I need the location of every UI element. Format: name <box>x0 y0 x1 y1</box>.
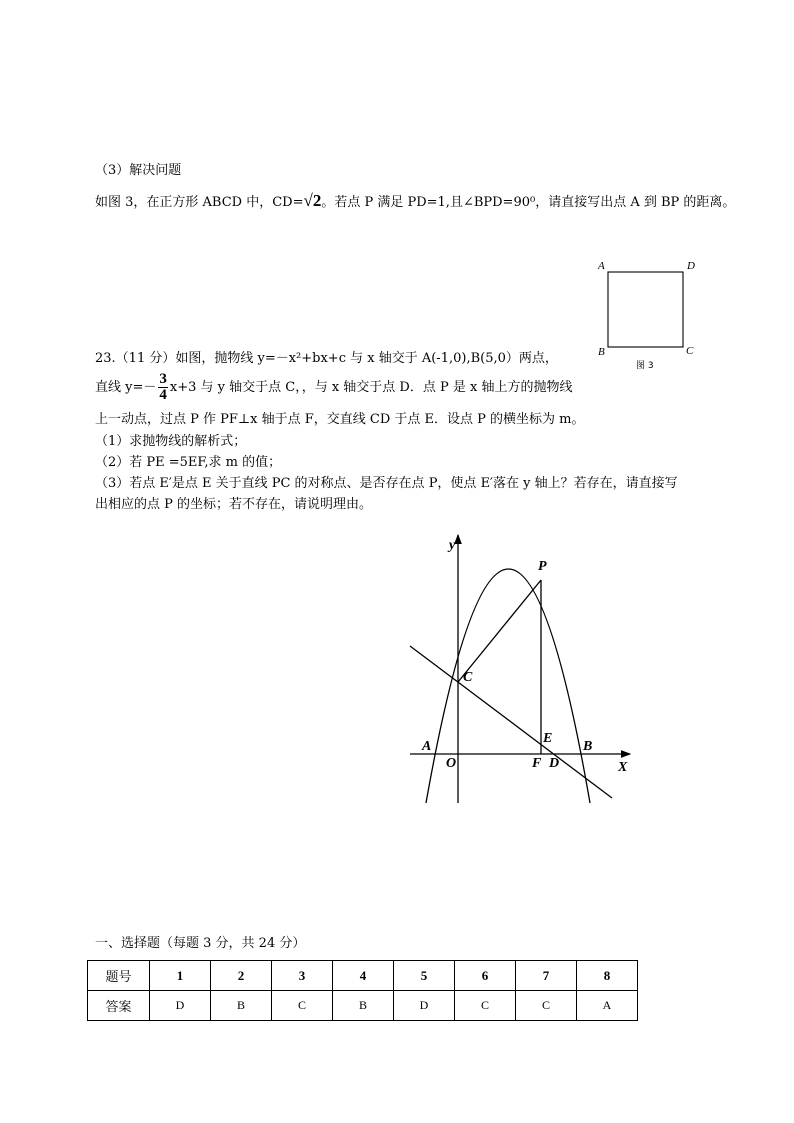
question-number-cell: 5 <box>394 961 455 991</box>
q23-line1: 23.（11 分）如图，抛物线 y=－x²+bx+c 与 x 轴交于 A(-1,0),B(5,0）两点， <box>95 351 558 366</box>
answer-cell: C <box>272 991 333 1021</box>
sqrt-two: √2 <box>303 191 322 210</box>
question-number-cell: 4 <box>333 961 394 991</box>
q23-line3: 上一动点，过点 P 作 PF⊥x 轴于点 F，交直线 CD 于点 E．设点 P 的横坐标为 m。 <box>95 412 585 427</box>
figure-3-square <box>594 258 704 373</box>
graph-label-d: D <box>549 756 560 771</box>
fig3-label-d: D <box>687 260 695 272</box>
row-header-answer: 答案 <box>88 991 150 1021</box>
question-number-cell: 8 <box>577 961 638 991</box>
answer-cell: D <box>394 991 455 1021</box>
graph-label-a: A <box>422 739 432 754</box>
square-abcd <box>608 272 683 347</box>
parabola-graph <box>400 525 640 810</box>
row-header-number: 题号 <box>88 961 150 991</box>
fraction-three-quarters <box>158 372 168 403</box>
part3-text-b: 。若点 P 满足 PD=1,且∠BPD=90⁰，请直接写出点 A 到 BP 的距离。 <box>321 195 736 210</box>
question-number-cell: 7 <box>516 961 577 991</box>
answer-cell: A <box>577 991 638 1021</box>
fig3-label-b: B <box>598 346 605 358</box>
fig3-label-a: A <box>598 260 605 272</box>
line-cd <box>410 646 612 798</box>
q23-line2 <box>95 372 572 403</box>
question-number-cell: 6 <box>455 961 516 991</box>
fraction-denominator: 4 <box>159 387 167 403</box>
part3-problem-text <box>95 192 735 212</box>
part3-heading: （3）解决问题 <box>95 163 182 178</box>
q23-line2-a: 直线 y=－ <box>95 380 157 395</box>
graph-label-c: C <box>463 670 473 685</box>
q23-sub1: （1）求抛物线的解析式； <box>95 434 247 449</box>
answer-cell: C <box>516 991 577 1021</box>
fig3-label-c: C <box>686 345 694 357</box>
answer-cell: B <box>211 991 272 1021</box>
fraction-numerator: 3 <box>159 371 167 387</box>
graph-label-e: E <box>543 731 553 746</box>
graph-label-b: B <box>583 739 593 754</box>
table-row-answers <box>88 991 638 1021</box>
graph-svg <box>400 525 640 810</box>
graph-label-o: O <box>446 756 457 771</box>
answer-cell: B <box>333 991 394 1021</box>
table-row-numbers <box>88 961 638 991</box>
graph-label-p: P <box>538 559 547 574</box>
q23-line2-b: x+3 与 y 轴交于点 C，，与 x 轴交于点 D．点 P 是 x 轴上方的抛物线 <box>169 380 573 395</box>
question-number-cell: 1 <box>150 961 211 991</box>
answer-cell: D <box>150 991 211 1021</box>
q23-sub3-line1: （3）若点 E′是点 E 关于直线 PC 的对称点、是否存在点 P，使点 E′落在 y 轴上？若存在，请直接写 <box>95 476 678 491</box>
q23-sub3-line2: 出相应的点 P 的坐标；若不存在，请说明理由。 <box>95 497 373 512</box>
graph-label-f: F <box>532 756 542 771</box>
q23-sub2: （2）若 PE =5EF,求 m 的值； <box>95 455 282 470</box>
answer-cell: C <box>455 991 516 1021</box>
segment-pc <box>458 580 541 682</box>
question-number-cell: 2 <box>211 961 272 991</box>
part3-text-a: 如图 3，在正方形 ABCD 中，CD= <box>95 195 304 210</box>
question-number-cell: 3 <box>272 961 333 991</box>
answer-table <box>87 960 638 1021</box>
graph-label-x: X <box>618 760 628 775</box>
graph-label-y: y <box>449 538 456 553</box>
fig3-caption: 图 3 <box>636 361 654 371</box>
answer-section-title: 一、选择题（每题 3 分，共 24 分） <box>95 936 306 951</box>
